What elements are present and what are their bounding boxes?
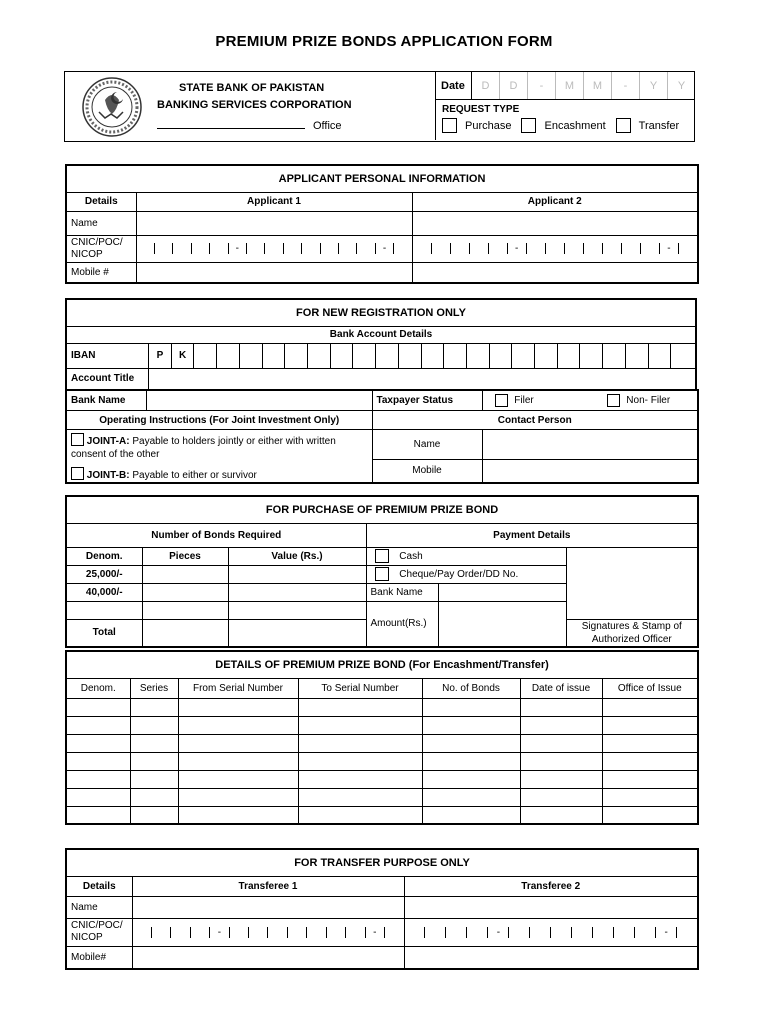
- amount-input[interactable]: [438, 601, 566, 647]
- table-cell[interactable]: [602, 770, 698, 788]
- amount-label: Amount(Rs.): [366, 601, 438, 647]
- iban-label: IBAN: [66, 343, 149, 368]
- table-row: [66, 716, 698, 734]
- date-cell[interactable]: M: [556, 72, 584, 99]
- org-line-1: STATE BANK OF PAKISTAN: [179, 82, 325, 94]
- applicant-2-mobile-input[interactable]: [412, 262, 698, 283]
- taxpayer-status-options: [482, 390, 698, 411]
- denom-header: Denom.: [66, 547, 142, 565]
- applicant-1-header: Applicant 1: [136, 192, 412, 211]
- transferee-1-name-input[interactable]: [132, 896, 404, 918]
- table-cell[interactable]: [66, 806, 130, 824]
- table-cell[interactable]: [602, 698, 698, 716]
- iban-cell[interactable]: [557, 343, 580, 368]
- new-registration-table: [65, 298, 697, 391]
- transfer-cnic-label: CNIC/POC/ NICOP: [66, 918, 132, 946]
- office-input-line[interactable]: [157, 121, 305, 129]
- date-label: Date: [436, 72, 472, 99]
- contact-name-label: Name: [372, 430, 482, 460]
- joint-b-label: JOINT-B:: [86, 470, 130, 481]
- col-from-serial: From Serial Number: [178, 678, 298, 698]
- taxpayer-status-label: Taxpayer Status: [372, 390, 482, 411]
- table-row: [66, 752, 698, 770]
- applicant-1-name-input[interactable]: [136, 211, 412, 235]
- iban-cell[interactable]: [330, 343, 353, 368]
- transfer-checkbox[interactable]: [616, 118, 631, 133]
- iban-cell[interactable]: [489, 343, 512, 368]
- registration-lower-table: [65, 389, 699, 484]
- cnic-label: CNIC/POC/ NICOP: [66, 235, 136, 262]
- col-denom: Denom.: [66, 678, 130, 698]
- non-filer-checkbox[interactable]: [607, 394, 620, 407]
- table-cell[interactable]: [130, 698, 178, 716]
- iban-cell[interactable]: [217, 343, 240, 368]
- bonds-required-heading: Number of Bonds Required: [66, 523, 366, 547]
- date-cell: -: [612, 72, 640, 99]
- joint-a-text: Payable to holders jointly or either with written consent of the other: [71, 436, 336, 460]
- table-cell[interactable]: [602, 788, 698, 806]
- cash-checkbox[interactable]: [375, 549, 389, 563]
- table-cell[interactable]: [298, 806, 422, 824]
- purchase-checkbox[interactable]: [442, 118, 457, 133]
- purchase-table: [65, 495, 699, 648]
- joint-options: [66, 430, 372, 484]
- table-cell[interactable]: [298, 788, 422, 806]
- account-title-label: Account Title: [66, 368, 149, 390]
- table-cell[interactable]: [130, 734, 178, 752]
- form-title: PREMIUM PRIZE BONDS APPLICATION FORM: [215, 33, 553, 50]
- filer-label: Filer: [514, 394, 534, 406]
- iban-cell[interactable]: [262, 343, 285, 368]
- table-cell[interactable]: [130, 806, 178, 824]
- table-cell[interactable]: [178, 752, 298, 770]
- signature-box[interactable]: [566, 547, 698, 619]
- extra-denom-input[interactable]: [66, 601, 142, 619]
- transferee-2-header: Transferee 2: [404, 876, 698, 896]
- iban-cell[interactable]: [625, 343, 648, 368]
- cnic-dash: -: [366, 927, 385, 938]
- iban-cell[interactable]: [308, 343, 331, 368]
- table-cell[interactable]: [178, 716, 298, 734]
- cnic-dash: -: [488, 927, 509, 938]
- details-header: Details: [66, 192, 136, 211]
- table-row: [66, 806, 698, 824]
- table-cell[interactable]: [66, 698, 130, 716]
- date-cell[interactable]: Y: [640, 72, 668, 99]
- table-cell[interactable]: [66, 788, 130, 806]
- table-cell[interactable]: [178, 788, 298, 806]
- total-label: Total: [66, 619, 142, 647]
- transfer-name-label: Name: [66, 896, 132, 918]
- purchase-heading: FOR PURCHASE OF PREMIUM PRIZE BOND: [66, 496, 698, 523]
- joint-b-text: Payable to either or survivor: [132, 470, 257, 481]
- org-line-2: BANKING SERVICES CORPORATION: [157, 99, 352, 111]
- cash-option: [366, 547, 566, 565]
- pieces-40000-input[interactable]: [142, 583, 228, 601]
- form-header: [64, 71, 695, 142]
- table-cell[interactable]: [602, 734, 698, 752]
- contact-name-input[interactable]: [482, 430, 698, 460]
- table-cell[interactable]: [66, 770, 130, 788]
- col-date-of-issue: Date of issue: [520, 678, 602, 698]
- cnic-dash: -: [210, 927, 229, 938]
- date-row: [436, 72, 695, 100]
- iban-cell[interactable]: [580, 343, 603, 368]
- joint-a-label: JOINT-A:: [86, 436, 130, 447]
- contact-person-heading: Contact Person: [372, 411, 698, 430]
- non-filer-label: Non- Filer: [626, 394, 671, 406]
- encashment-label: Encashment: [544, 119, 606, 132]
- transferee-2-mobile-input[interactable]: [404, 946, 698, 969]
- date-cell: -: [528, 72, 556, 99]
- denom-40000: 40,000/-: [66, 583, 142, 601]
- col-to-serial: To Serial Number: [298, 678, 422, 698]
- transfer-heading: FOR TRANSFER PURPOSE ONLY: [66, 849, 698, 876]
- mobile-label: Mobile #: [66, 262, 136, 283]
- name-label: Name: [66, 211, 136, 235]
- iban-cell[interactable]: [353, 343, 376, 368]
- table-cell[interactable]: [178, 698, 298, 716]
- transfer-table: [65, 848, 699, 970]
- operating-instructions-heading: Operating Instructions (For Joint Investment Only): [66, 411, 372, 430]
- cnic-dash: -: [508, 243, 527, 254]
- table-cell[interactable]: [520, 698, 602, 716]
- applicant-2-header: Applicant 2: [412, 192, 698, 211]
- table-cell[interactable]: [178, 806, 298, 824]
- sbp-crest-icon: [81, 76, 143, 138]
- cnic-dash: -: [229, 243, 247, 254]
- cnic-dash: -: [660, 243, 679, 254]
- col-no-of-bonds: No. of Bonds: [422, 678, 520, 698]
- iban-cell[interactable]: [285, 343, 308, 368]
- purchase-label: Purchase: [465, 119, 512, 132]
- iban-cell[interactable]: [239, 343, 262, 368]
- bank-name-input[interactable]: [146, 390, 372, 411]
- cash-label: Cash: [399, 550, 423, 562]
- contact-mobile-input[interactable]: [482, 459, 698, 483]
- transfer-details-header: Details: [66, 876, 132, 896]
- iban-cell[interactable]: [466, 343, 489, 368]
- transfer-label: Transfer: [638, 119, 680, 132]
- cnic-dash: -: [656, 927, 677, 938]
- table-cell[interactable]: [422, 734, 520, 752]
- iban-cell[interactable]: [648, 343, 671, 368]
- table-cell[interactable]: [66, 752, 130, 770]
- table-cell[interactable]: [422, 788, 520, 806]
- table-cell[interactable]: [130, 770, 178, 788]
- bank-account-details-heading: Bank Account Details: [66, 326, 696, 343]
- table-cell[interactable]: [422, 752, 520, 770]
- iban-cell: K: [171, 343, 194, 368]
- cheque-label: Cheque/Pay Order/DD No.: [399, 568, 519, 580]
- office-label: Office: [313, 120, 342, 132]
- table-cell[interactable]: [422, 806, 520, 824]
- table-cell[interactable]: [178, 770, 298, 788]
- table-cell[interactable]: [520, 752, 602, 770]
- table-cell[interactable]: [422, 698, 520, 716]
- bond-details-heading: DETAILS OF PREMIUM PRIZE BOND (For Encashment/Transfer): [66, 651, 698, 678]
- col-series: Series: [130, 678, 178, 698]
- col-office-of-issue: Office of Issue: [602, 678, 698, 698]
- table-cell[interactable]: [520, 788, 602, 806]
- transferee-1-header: Transferee 1: [132, 876, 404, 896]
- table-cell[interactable]: [602, 716, 698, 734]
- transferee-1-mobile-input[interactable]: [132, 946, 404, 969]
- table-cell[interactable]: [66, 716, 130, 734]
- office-field[interactable]: [157, 120, 342, 132]
- value-40000-input[interactable]: [228, 583, 366, 601]
- table-cell[interactable]: [298, 734, 422, 752]
- iban-cell[interactable]: [376, 343, 399, 368]
- filer-checkbox[interactable]: [495, 394, 508, 407]
- applicant-info-table: [65, 164, 699, 284]
- applicant-info-heading: APPLICANT PERSONAL INFORMATION: [66, 165, 698, 192]
- signature-label: Signatures & Stamp of Authorized Officer: [566, 619, 698, 647]
- table-cell[interactable]: [66, 734, 130, 752]
- iban-cell[interactable]: [398, 343, 421, 368]
- table-cell[interactable]: [130, 716, 178, 734]
- date-cell[interactable]: M: [584, 72, 612, 99]
- transfer-mobile-label: Mobile#: [66, 946, 132, 969]
- organization-name: [157, 80, 437, 114]
- cnic-dash: -: [376, 243, 394, 254]
- value-header: Value (Rs.): [228, 547, 366, 565]
- applicant-2-cnic-input[interactable]: [412, 235, 698, 262]
- value-25000-input[interactable]: [228, 565, 366, 583]
- extra-value-input[interactable]: [228, 601, 366, 619]
- date-cell[interactable]: Y: [677, 80, 686, 92]
- table-cell[interactable]: [298, 698, 422, 716]
- pieces-header: Pieces: [142, 547, 228, 565]
- total-value-input[interactable]: [228, 619, 366, 647]
- table-row: [66, 698, 698, 716]
- table-row: [66, 788, 698, 806]
- iban-cell[interactable]: [535, 343, 558, 368]
- table-cell[interactable]: [298, 752, 422, 770]
- transferee-2-name-input[interactable]: [404, 896, 698, 918]
- bank-name-label: Bank Name: [66, 390, 146, 411]
- pieces-25000-input[interactable]: [142, 565, 228, 583]
- request-type-options: [442, 118, 689, 133]
- iban-cell[interactable]: [671, 343, 696, 368]
- payment-details-heading: Payment Details: [366, 523, 698, 547]
- new-registration-heading: FOR NEW REGISTRATION ONLY: [66, 299, 696, 326]
- request-type-label: REQUEST TYPE: [442, 104, 520, 115]
- transferee-1-cnic-input[interactable]: [132, 918, 404, 946]
- table-cell[interactable]: [298, 770, 422, 788]
- payment-bank-name-input[interactable]: [438, 583, 566, 601]
- bond-details-table: [65, 650, 699, 825]
- table-cell[interactable]: [130, 752, 178, 770]
- table-cell[interactable]: [298, 716, 422, 734]
- table-cell[interactable]: [178, 734, 298, 752]
- iban-cell: P: [149, 343, 172, 368]
- table-cell[interactable]: [520, 716, 602, 734]
- extra-pieces-input[interactable]: [142, 601, 228, 619]
- table-cell[interactable]: [520, 806, 602, 824]
- iban-cell[interactable]: [603, 343, 626, 368]
- cheque-option: [366, 565, 566, 583]
- iban-cell[interactable]: [512, 343, 535, 368]
- table-cell[interactable]: [130, 788, 178, 806]
- account-title-input[interactable]: [149, 368, 696, 390]
- joint-b-checkbox[interactable]: [71, 467, 84, 480]
- applicant-2-name-input[interactable]: [412, 211, 698, 235]
- iban-cell[interactable]: [444, 343, 467, 368]
- joint-a-checkbox[interactable]: [71, 433, 84, 446]
- contact-mobile-label: Mobile: [372, 459, 482, 483]
- transferee-2-cnic-input[interactable]: [404, 918, 698, 946]
- table-cell[interactable]: [602, 806, 698, 824]
- table-row: [66, 734, 698, 752]
- header-right-panel: [435, 72, 694, 140]
- date-cell[interactable]: D: [472, 72, 500, 99]
- iban-cell[interactable]: [421, 343, 444, 368]
- encashment-checkbox[interactable]: [521, 118, 536, 133]
- denom-25000: 25,000/-: [66, 565, 142, 583]
- bank-name-label: Bank Name: [366, 583, 438, 601]
- applicant-1-cnic-input[interactable]: [136, 235, 412, 262]
- table-cell[interactable]: [602, 752, 698, 770]
- iban-cell[interactable]: [194, 343, 217, 368]
- table-cell[interactable]: [520, 734, 602, 752]
- applicant-1-mobile-input[interactable]: [136, 262, 412, 283]
- table-cell[interactable]: [422, 770, 520, 788]
- table-row: [66, 770, 698, 788]
- table-cell[interactable]: [520, 770, 602, 788]
- date-cell[interactable]: D: [500, 72, 528, 99]
- table-cell[interactable]: [422, 716, 520, 734]
- total-pieces-input[interactable]: [142, 619, 228, 647]
- cheque-checkbox[interactable]: [375, 567, 389, 581]
